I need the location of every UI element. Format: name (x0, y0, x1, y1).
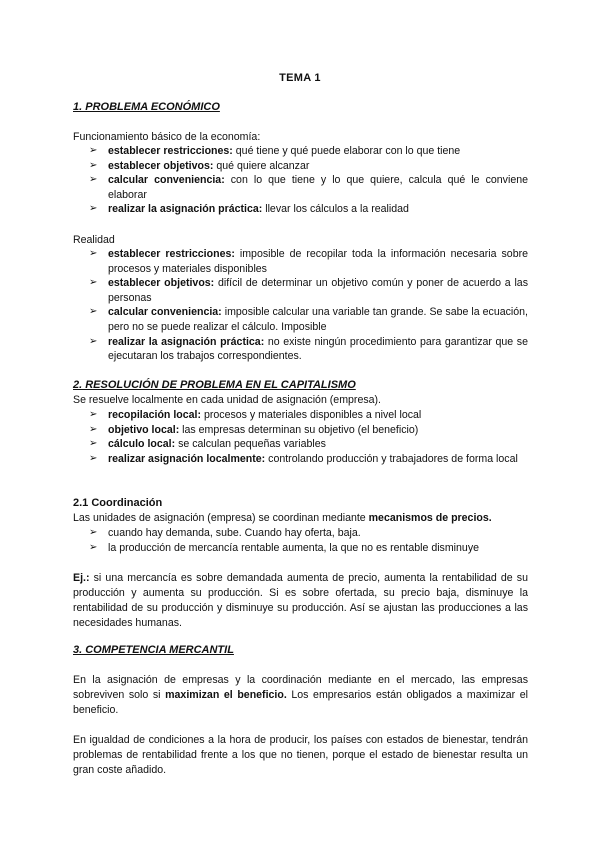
list-item: ➢ cálculo local: se calculan pequeñas variables (89, 438, 326, 451)
section1-intro: Funcionamiento básico de la economía: (73, 131, 261, 143)
section3-paragraph-1: En la asignación de empresas y la coordinación mediante en el mercado, las empresas sobreviven solo si maximizan el beneficio. Los empresarios están obligados a maximizar el beneficio. (73, 674, 529, 716)
arrow-bullet-icon: ➢ (89, 277, 98, 289)
section2-heading: 2. RESOLUCIÓN DE PROBLEMA EN EL CAPITALISMO (73, 379, 356, 391)
section3-paragraph-2: En igualdad de condiciones a la hora de producir, los países con estados de bienestar, tendrán problemas de rentabilidad frente a los que no tienen, porque el estado de bienestar resulta un gran coste añadido. (73, 734, 528, 776)
arrow-bullet-icon: ➢ (89, 409, 98, 420)
arrow-bullet-icon: ➢ (89, 423, 98, 435)
list-item: ➢ establecer restricciones: imposible de recopilar toda la información necesaria sobre procesos y materiales disponibles (89, 248, 528, 275)
list-item: ➢ la producción de mercancía rentable aumenta, la que no es rentable disminuye (89, 541, 480, 554)
section2-list (73, 408, 528, 466)
list-item: ➢ realizar la asignación práctica: no existe ningún procedimiento para garantizar que se ejecutaran los trabajos correspondientes. (89, 335, 528, 363)
arrow-bullet-icon: ➢ (89, 335, 98, 347)
reality-list (73, 247, 528, 364)
subsection-list (73, 526, 528, 555)
arrow-bullet-icon: ➢ (89, 438, 98, 450)
section2-intro: Se resuelve localmente en cada unidad de asignación (empresa). (73, 394, 381, 406)
arrow-bullet-icon: ➢ (89, 174, 98, 186)
arrow-bullet-icon: ➢ (89, 159, 98, 171)
arrow-bullet-icon: ➢ (89, 306, 98, 318)
subsection-heading: 2.1 Coordinación (73, 497, 163, 509)
arrow-bullet-icon: ➢ (89, 203, 98, 215)
arrow-bullet-icon: ➢ (89, 145, 98, 156)
page-title: TEMA 1 (279, 72, 321, 84)
arrow-bullet-icon: ➢ (89, 452, 98, 464)
subsection-intro: Las unidades de asignación (empresa) se coordinan mediante mecanismos de precios. (73, 512, 492, 524)
list-item: ➢ calcular conveniencia: con lo que tiene y lo que quiere, calcula qué le conviene elaborar (89, 174, 528, 201)
list-item: ➢ recopilación local: procesos y materiales disponibles a nivel local (89, 409, 422, 421)
arrow-bullet-icon: ➢ (89, 248, 98, 259)
arrow-bullet-icon: ➢ (89, 527, 98, 538)
list-item: ➢ cuando hay demanda, sube. Cuando hay oferta, baja. (89, 527, 361, 539)
list-item: ➢ calcular conveniencia: imposible calcular una variable tan grande. Se sabe la ecuación, pero no se puede realizar el cálculo. Imposible (89, 306, 528, 333)
section3-heading: 3. COMPETENCIA MERCANTIL (73, 644, 234, 656)
list-item: ➢ establecer objetivos: qué quiere alcanzar (89, 159, 310, 172)
list-item: ➢ establecer objetivos: difícil de determinar un objetivo común y poner de acuerdo a las personas (89, 277, 528, 304)
list-item: ➢ realizar asignación localmente: controlando producción y trabajadores de forma local (89, 452, 518, 465)
list-item: ➢ establecer restricciones: qué tiene y qué puede elaborar con lo que tiene (89, 145, 461, 157)
section1-list (73, 144, 528, 217)
list-item: ➢ realizar la asignación práctica: llevar los cálculos a la realidad (89, 203, 409, 216)
list-item: ➢ objetivo local: las empresas determinan su objetivo (el beneficio) (89, 423, 419, 436)
example-paragraph: Ej.: si una mercancía es sobre demandada aumenta de precio, aumenta la rentabilidad de su producción y aumenta su producción. Si es sobre ofertada, su precio baja, disminuye la rentabilidad de su producción y disminuye su producción. Así se ajustan las producciones a las necesidades humanas. (73, 572, 528, 629)
section1-heading: 1. PROBLEMA ECONÓMICO (73, 101, 220, 113)
reality-label: Realidad (73, 234, 115, 246)
arrow-bullet-icon: ➢ (89, 541, 98, 553)
